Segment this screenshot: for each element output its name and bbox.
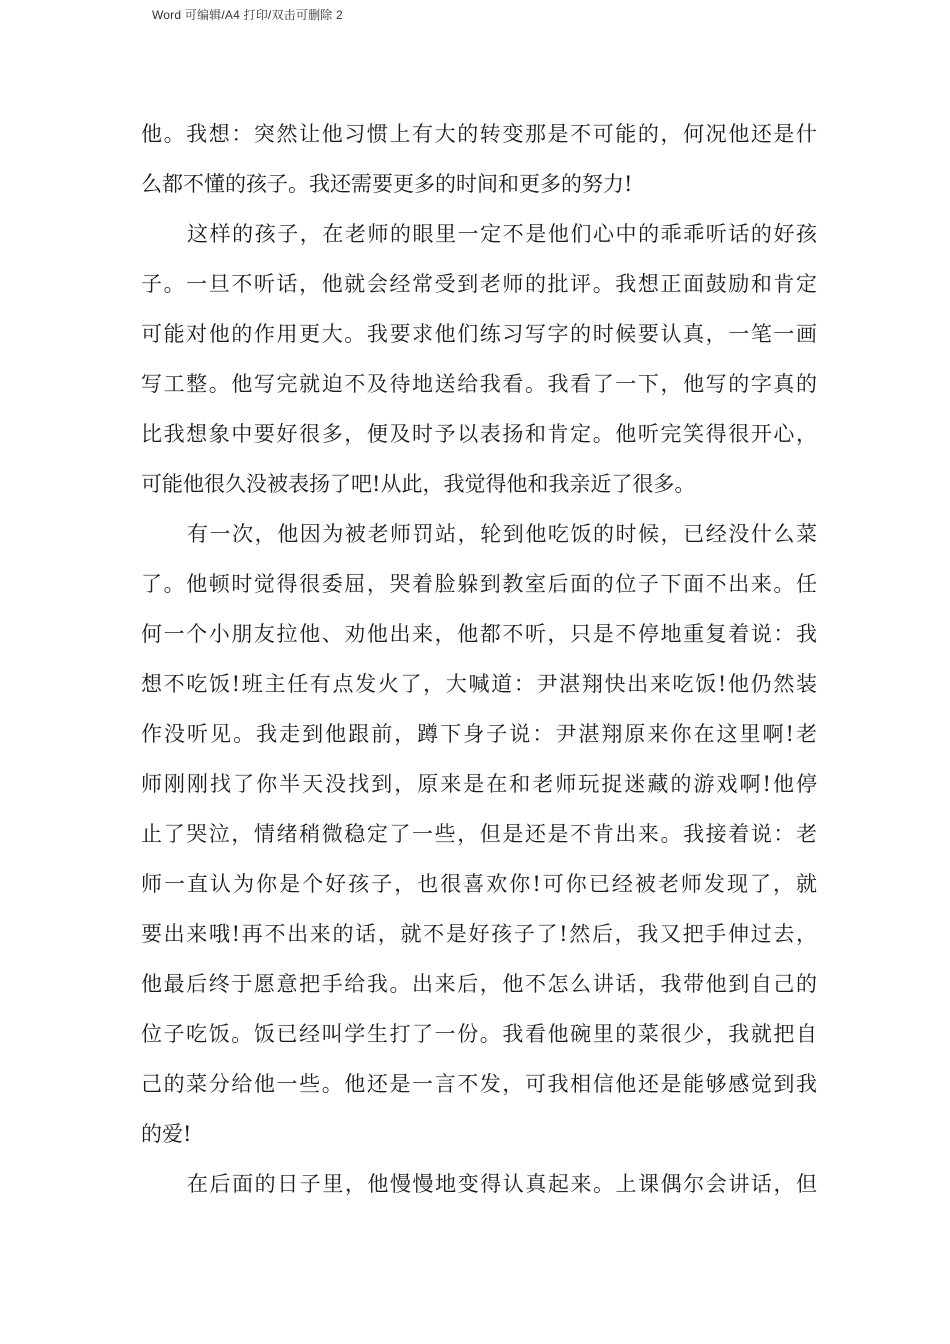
- text-line: 在后面的日子里，他慢慢地变得认真起来。上课偶尔会讲话，但: [187, 1172, 817, 1196]
- text-line: 子。一旦不听话，他就会经常受到老师的批评。我想正面鼓励和肯定: [141, 272, 817, 296]
- text-line: 要出来哦!再不出来的话，就不是好孩子了!然后，我又把手伸过去，: [141, 922, 817, 946]
- text-line: 可能他很久没被表扬了吧!从此，我觉得他和我亲近了很多。: [141, 472, 696, 496]
- text-line: 了。他顿时觉得很委屈，哭着脸躲到教室后面的位子下面不出来。任: [141, 572, 817, 596]
- text-line: 这样的孩子，在老师的眼里一定不是他们心中的乖乖听话的好孩: [187, 222, 817, 246]
- text-line: 己的菜分给他一些。他还是一言不发，可我相信他还是能够感觉到我: [141, 1072, 817, 1096]
- text-line: 写工整。他写完就迫不及待地送给我看。我看了一下，他写的字真的: [141, 372, 817, 396]
- text-line: 比我想象中要好很多，便及时予以表扬和肯定。他听完笑得很开心，: [141, 422, 817, 446]
- page-header: Word 可编辑/A4 打印/双击可删除 2: [152, 8, 343, 22]
- text-line: 他。我想：突然让他习惯上有大的转变那是不可能的，何况他还是什: [141, 122, 817, 146]
- text-line: 师一直认为你是个好孩子，也很喜欢你!可你已经被老师发现了，就: [141, 872, 817, 896]
- text-line: 师刚刚找了你半天没找到，原来是在和老师玩捉迷藏的游戏啊!他停: [141, 772, 817, 796]
- text-line: 何一个小朋友拉他、劝他出来，他都不听，只是不停地重复着说：我: [141, 622, 817, 646]
- document-body: [141, 109, 817, 1209]
- text-line: 位子吃饭。饭已经叫学生打了一份。我看他碗里的菜很少，我就把自: [141, 1022, 817, 1046]
- text-line: 作没听见。我走到他跟前，蹲下身子说：尹湛翔原来你在这里啊!老: [141, 722, 817, 746]
- text-line: 可能对他的作用更大。我要求他们练习写字的时候要认真，一笔一画: [141, 322, 817, 346]
- text-line: 止了哭泣，情绪稍微稳定了一些，但是还是不肯出来。我接着说：老: [141, 822, 817, 846]
- text-line: 有一次，他因为被老师罚站，轮到他吃饭的时候，已经没什么菜: [187, 522, 817, 546]
- text-line: 的爱!: [141, 1122, 192, 1146]
- text-line: 想不吃饭!班主任有点发火了，大喊道：尹湛翔快出来吃饭!他仍然装: [141, 672, 817, 696]
- text-line: 么都不懂的孩子。我还需要更多的时间和更多的努力!: [141, 172, 633, 196]
- text-line: 他最后终于愿意把手给我。出来后，他不怎么讲话，我带他到自己的: [141, 972, 817, 996]
